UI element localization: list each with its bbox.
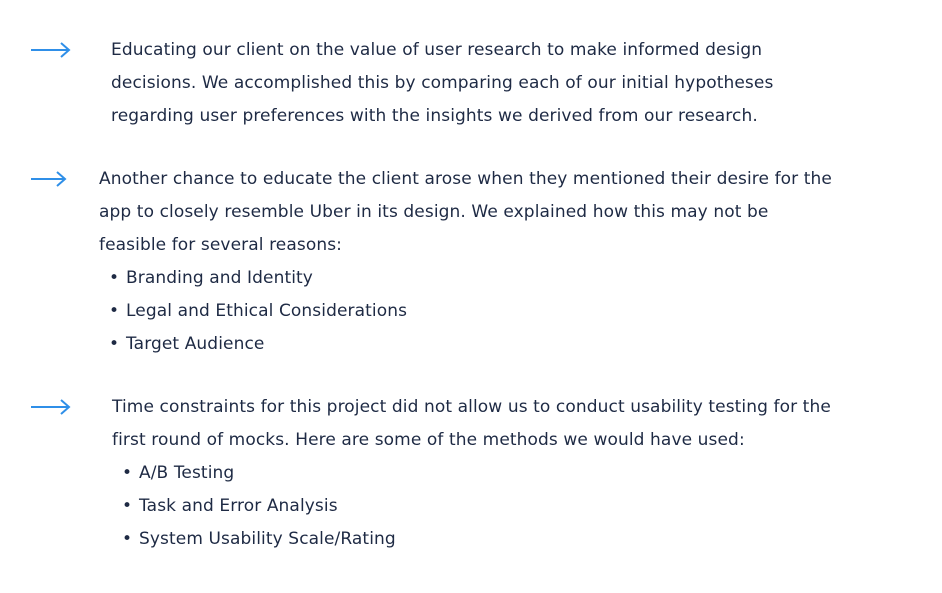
bullet-label: System Usability Scale/Rating [139, 529, 396, 549]
bullet-label: A/B Testing [139, 463, 235, 483]
bullet-dot: • [109, 268, 120, 288]
paragraph: Time constraints for this project did not allow us to conduct usability testing for the first round of mocks. Here are some of the methods we would have used: [112, 397, 831, 450]
insight-text-3 [112, 391, 852, 556]
list-item [99, 262, 839, 295]
insight-text-1 [111, 34, 851, 133]
bullet-label: Task and Error Analysis [139, 496, 338, 516]
arrow-right-icon [30, 40, 72, 60]
bullet-dot: • [109, 301, 120, 321]
bullet-list [112, 457, 852, 556]
bullet-dot: • [122, 496, 133, 516]
bullet-dot: • [122, 529, 133, 549]
paragraph: Another chance to educate the client arose when they mentioned their desire for the app to closely resemble Uber in its design. We explained how this may not be feasible for several reasons: [99, 169, 832, 255]
paragraph: Educating our client on the value of user research to make informed design decisions. We accomplished this by comparing each of our initial hypotheses regarding user preferences with the insights we derived from our research. [111, 40, 774, 126]
insight-text-2 [99, 163, 839, 361]
bullet-list [99, 262, 839, 361]
arrow-right-icon [30, 169, 72, 189]
bullet-dot: • [122, 463, 133, 483]
list-item [99, 328, 839, 361]
bullet-label: Legal and Ethical Considerations [126, 301, 408, 321]
list-item [99, 295, 839, 328]
bullet-label: Branding and Identity [126, 268, 313, 288]
list-item [112, 523, 852, 556]
list-item [112, 490, 852, 523]
bullet-label: Target Audience [126, 334, 265, 354]
bullet-dot: • [109, 334, 120, 354]
arrow-right-icon [30, 397, 72, 417]
list-item [112, 457, 852, 490]
